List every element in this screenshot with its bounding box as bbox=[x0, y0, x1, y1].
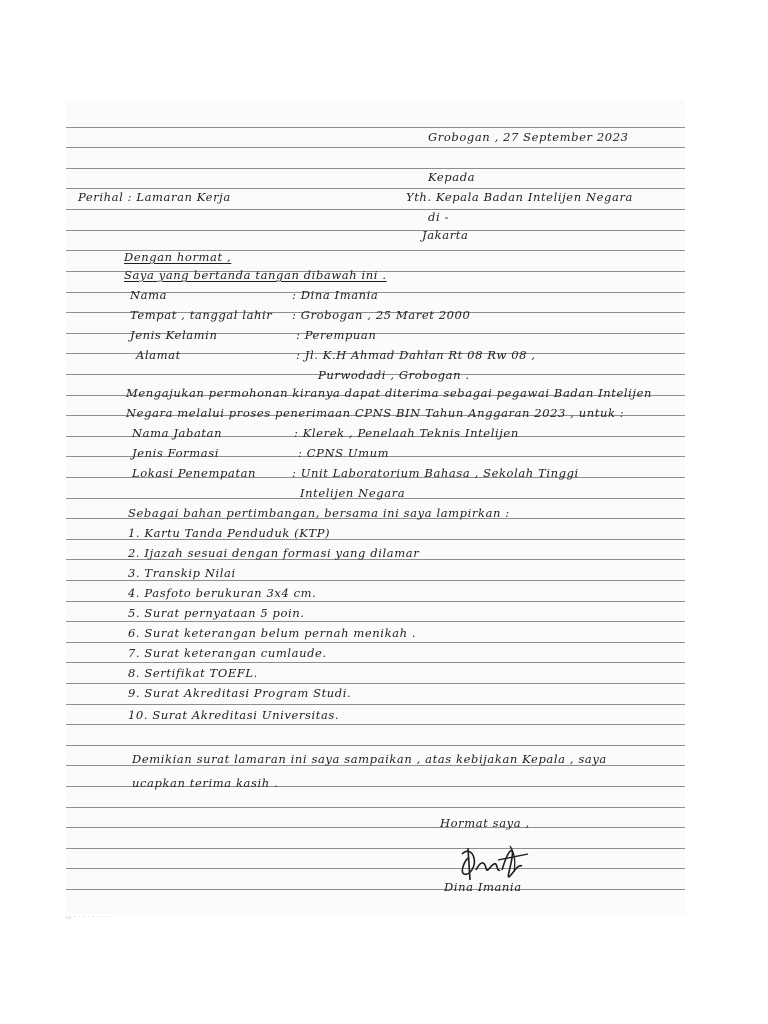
scanner-watermark: ▭ · · · · · · · · · bbox=[66, 914, 112, 921]
subject-line: Perihal : Lamaran Kerja bbox=[78, 190, 231, 204]
recipient-di: di - bbox=[428, 210, 449, 224]
list-item: 7. Surat keterangan cumlaude. bbox=[128, 646, 327, 660]
field-label: Jenis Formasi bbox=[132, 446, 219, 460]
list-item: 8. Sertifikat TOEFL. bbox=[128, 666, 258, 680]
list-item: 4. Pasfoto berukuran 3x4 cm. bbox=[128, 586, 317, 600]
list-item: 6. Surat keterangan belum pernah menikah . bbox=[128, 626, 417, 640]
kepada-label: Kepada bbox=[428, 170, 476, 184]
signer-name: Dina Imania bbox=[444, 880, 522, 894]
field-label: Lokasi Penempatan bbox=[132, 466, 257, 480]
field-label: Nama bbox=[130, 288, 168, 302]
attachments-intro: Sebagai bahan pertimbangan, bersama ini saya lampirkan : bbox=[128, 506, 510, 520]
list-item: 9. Surat Akreditasi Program Studi. bbox=[128, 686, 352, 700]
field-label: Nama Jabatan bbox=[132, 426, 223, 440]
field-value: : Jl. K.H Ahmad Dahlan Rt 08 Rw 08 , bbox=[296, 348, 536, 362]
hormat-saya: Hormat saya , bbox=[440, 816, 530, 830]
closing-line: ucapkan terima kasih . bbox=[132, 776, 279, 790]
intro-line: Saya yang bertanda tangan dibawah ini . bbox=[124, 268, 387, 282]
address-continued: Purwodadi , Grobogan . bbox=[318, 368, 470, 382]
application-line: Negara melalui proses penerimaan CPNS BIN Tahun Anggaran 2023 , untuk : bbox=[126, 406, 625, 420]
list-item: 10. Surat Akreditasi Universitas. bbox=[128, 708, 340, 722]
field-label: Alamat bbox=[136, 348, 181, 362]
location-continued: Intelijen Negara bbox=[300, 486, 406, 500]
list-item: 5. Surat pernyataan 5 poin. bbox=[128, 606, 305, 620]
recipient: Yth. Kepala Badan Intelijen Negara bbox=[406, 190, 634, 204]
list-item: 1. Kartu Tanda Penduduk (KTP) bbox=[128, 526, 331, 540]
recipient-city: Jakarta bbox=[422, 228, 469, 242]
field-value: : CPNS Umum bbox=[298, 446, 390, 460]
field-value: : Grobogan , 25 Maret 2000 bbox=[292, 308, 471, 322]
list-item: 3. Transkip Nilai bbox=[128, 566, 236, 580]
greeting: Dengan hormat , bbox=[124, 250, 232, 264]
list-item: 2. Ijazah sesuai dengan formasi yang dilamar bbox=[128, 546, 420, 560]
field-value: : Klerek , Penelaah Teknis Intelijen bbox=[294, 426, 519, 440]
field-label: Tempat , tanggal lahir bbox=[130, 308, 273, 322]
letter-paper bbox=[66, 100, 685, 914]
field-value: : Unit Laboratorium Bahasa , Sekolah Tinggi bbox=[292, 466, 579, 480]
field-value: : Perempuan bbox=[296, 328, 377, 342]
letter-date: Grobogan , 27 September 2023 bbox=[428, 130, 629, 144]
closing-line: Demikian surat lamaran ini saya sampaikan , atas kebijakan Kepala , saya bbox=[132, 752, 607, 766]
field-value: : Dina Imania bbox=[292, 288, 379, 302]
field-label: Jenis Kelamin bbox=[130, 328, 218, 342]
application-line: Mengajukan permohonan kiranya dapat diterima sebagai pegawai Badan Intelijen bbox=[126, 386, 652, 400]
